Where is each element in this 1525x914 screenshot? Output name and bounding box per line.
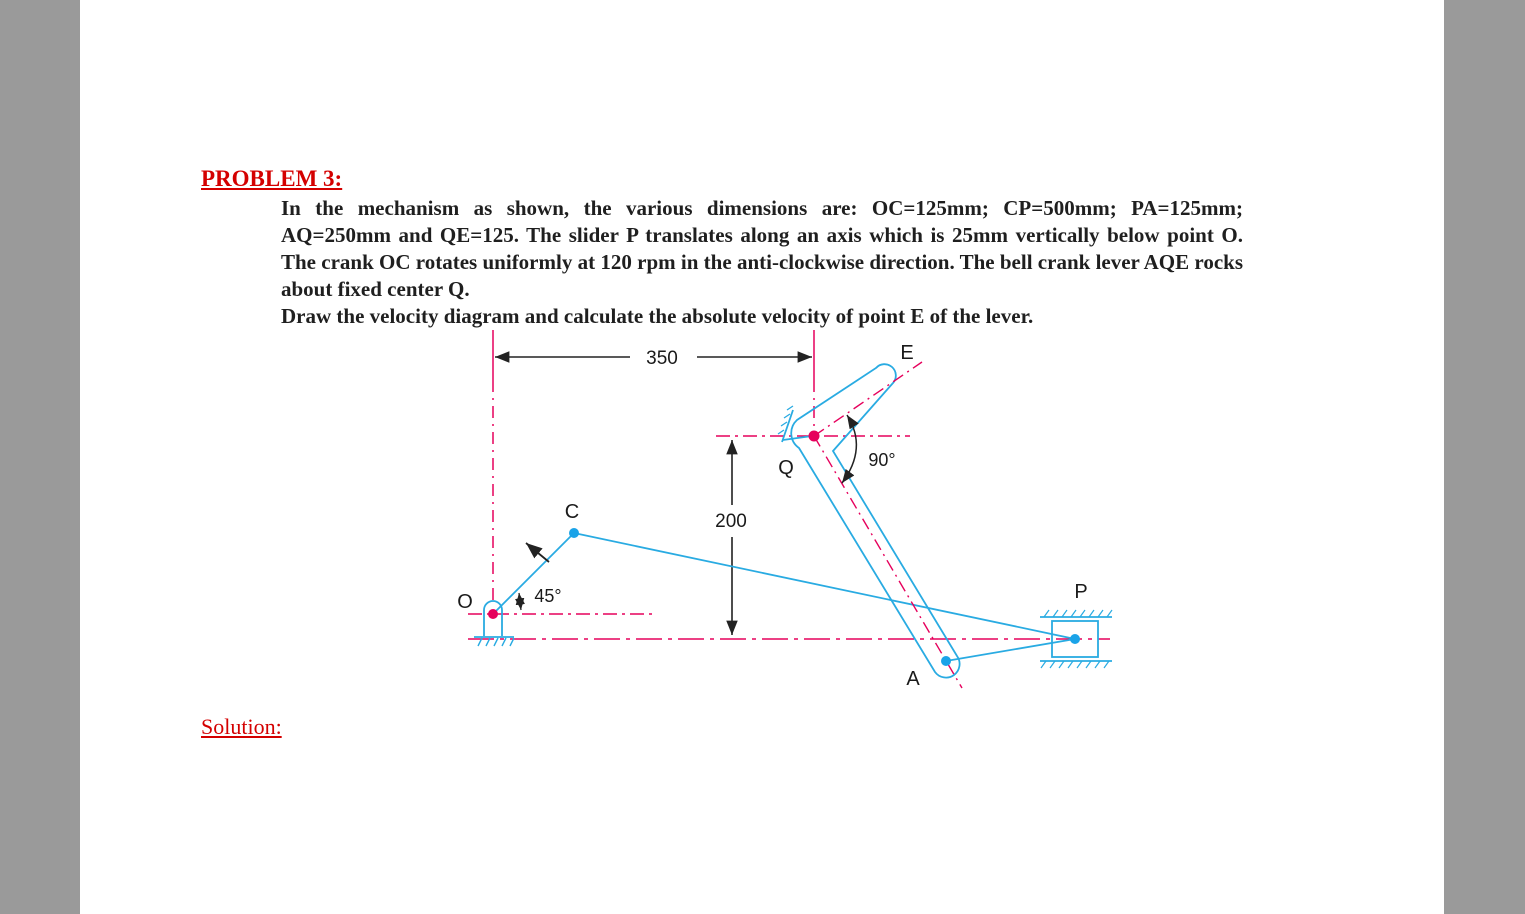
- label-a: A: [906, 668, 920, 690]
- solution-label: Solution:: [201, 714, 282, 739]
- problem-text: In the mechanism as shown, the various dimensions are: OC=125mm; CP=500mm; PA=125mm; AQ=250mm and QE=125. The slider P translates along an axis which is 25mm vertically below point O. The crank OC rotates uniformly at 120 rpm in the anti-clockwise direction. The bell crank lever AQE rocks about fixed center Q.: [281, 196, 1243, 301]
- lower-guide-hatch: [1041, 661, 1109, 668]
- joint-c: [569, 528, 579, 538]
- upper-guide-hatch: [1044, 610, 1112, 617]
- problem-heading: PROBLEM 3:: [201, 166, 343, 191]
- label-p: P: [1074, 581, 1088, 603]
- label-c: C: [564, 501, 580, 523]
- dimension-200: [715, 440, 747, 635]
- angle-90-arc: [842, 415, 856, 483]
- joint-a: [941, 656, 951, 666]
- label-angle-90: 90°: [868, 450, 896, 470]
- dimension-350: [493, 330, 814, 380]
- task-text: Draw the velocity diagram and calculate the absolute velocity of point E of the lever.: [281, 304, 1034, 328]
- lever-centerline-qa: [814, 436, 962, 688]
- label-e: E: [900, 342, 914, 364]
- label-angle-45: 45°: [534, 586, 562, 606]
- dim-350-label: 350: [646, 348, 678, 369]
- connecting-rod-cp: [574, 533, 1075, 639]
- crank-rotation-arrow: [526, 543, 549, 562]
- bell-crank-outline: [791, 364, 959, 677]
- dim-200-label: 200: [715, 511, 747, 532]
- joint-p: [1070, 634, 1080, 644]
- pivot-support-q: [778, 406, 812, 442]
- joint-o: [488, 609, 498, 619]
- angle-45-arc: [519, 593, 521, 610]
- label-q: Q: [778, 457, 794, 479]
- joint-q: [809, 431, 820, 442]
- label-o: O: [457, 591, 473, 613]
